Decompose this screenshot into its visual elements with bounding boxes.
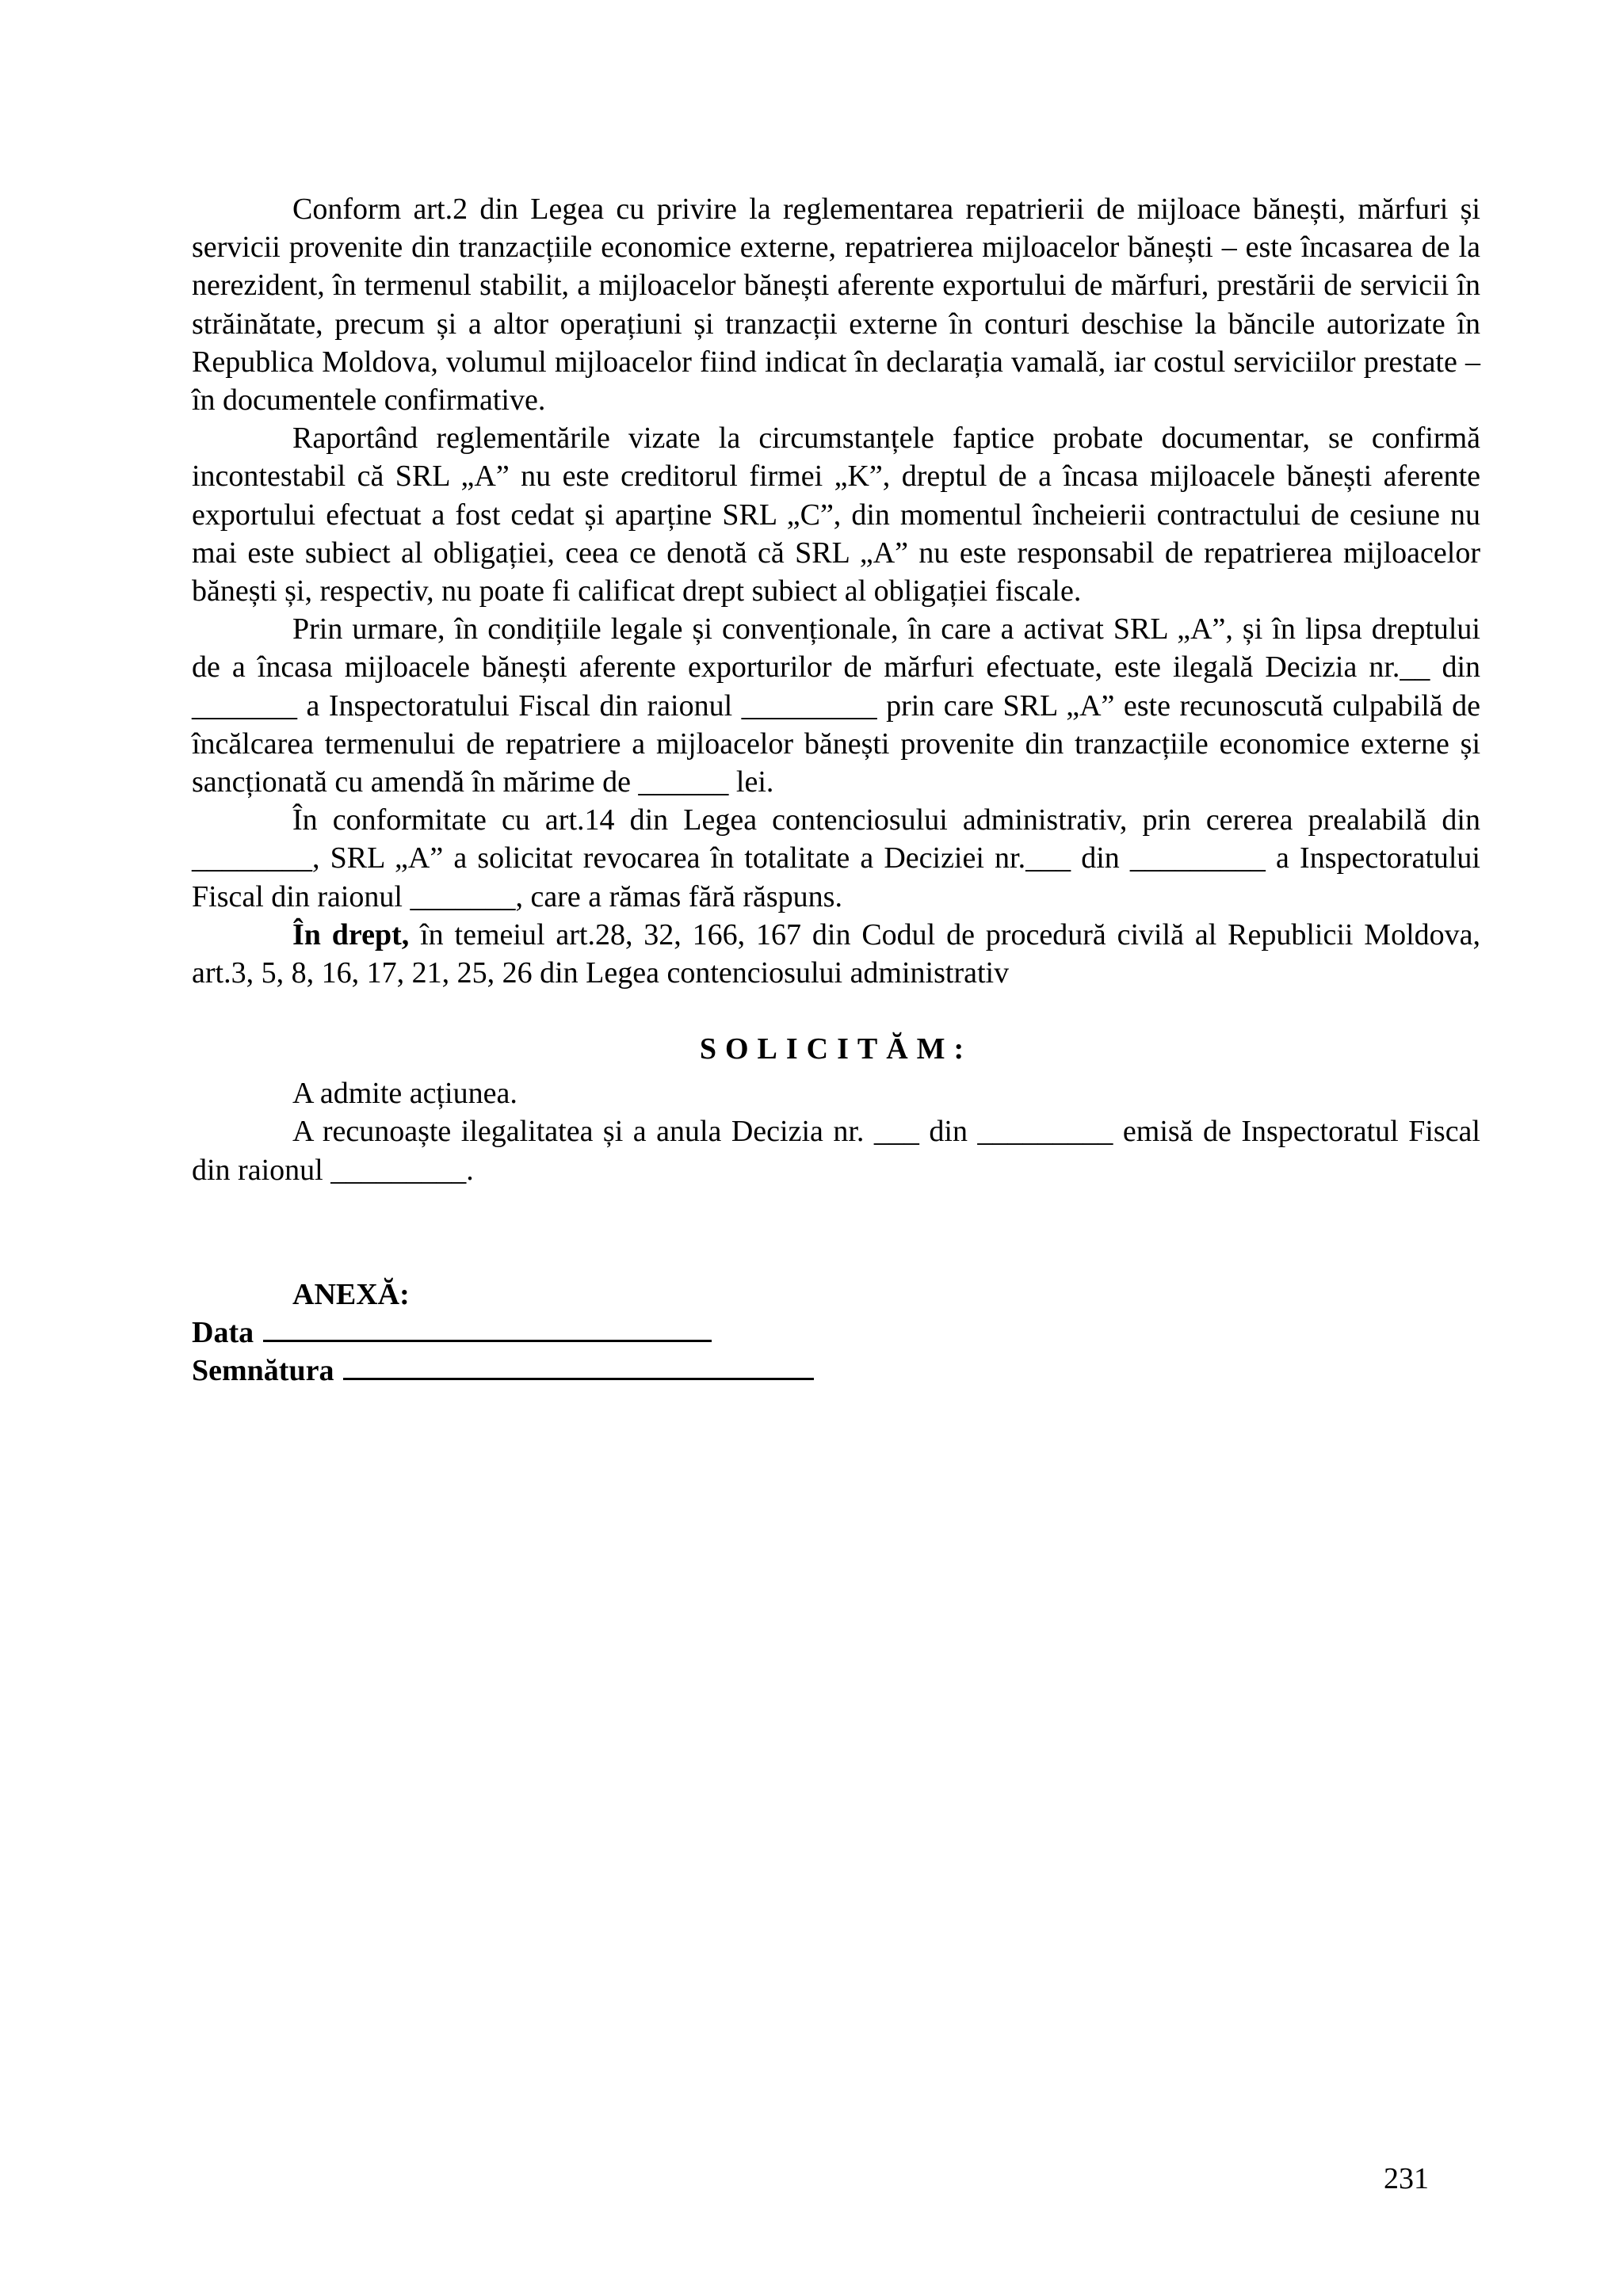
request-item-admit: A admite acțiunea. [292,1077,517,1111]
request-heading: SOLICITĂM: [699,1032,973,1066]
request-item-annul: A recunoaște ilegalitatea și a anula Decizia nr. ___ din _________ emisă de Inspectoratul Fiscal din raionul _________. [192,1115,1480,1187]
paragraph-circumstances: Raportând reglementările vizate la circumstanțele faptice probate documentar, se confirmă incontestabil că SRL „A” nu este creditorul firmei „K”, dreptul de a încasa mijloacele bănești aferente exportului efectuat a fost cedat și aparține SRL „C”, din momentul încheierii contractului de cesiune nu mai este subiect al obligației, ceea ce denotă că SRL „A” nu este responsabil de repatrierea mijloacelor bănești și, respectiv, nu poate fi calificat drept subiect al obligației fiscale. [192,421,1480,608]
date-label: Data [192,1316,254,1349]
signature-label: Semnătura [192,1354,334,1387]
date-line [263,1314,712,1342]
paragraph-repatriation-definition: Conform art.2 din Legea cu privire la reglementarea repatrierii de mijloace bănești, mărfuri și servicii provenite din tranzacțiile economice externe, repatrierea mijloacelor bănești – este încasarea de la nerezident, în termenul stabilit, a mijloacelor bănești aferente exportului de mărfuri, prestării de servicii în străinătate, precum și a altor operațiuni și tranzacții externe în conturi deschise la băncile autorizate în Republica Moldova, volumul mijloacelor fiind indicat în declarația vamală, iar costul serviciilor prestate – în documentele confirmative. [192,193,1480,418]
signature-row [192,1352,814,1390]
page-number: 231 [1384,2162,1429,2195]
paragraph-legal-basis [192,916,1480,992]
signature-line [343,1352,814,1380]
paragraph-prior-request: În conformitate cu art.14 din Legea contenciosului administrativ, prin cererea prealabilă din ________, SRL „A” a solicitat revocarea în totalitate a Deciziei nr.___ din _________ a Inspectoratului Fiscal din raionul _______, care a rămas fără răspuns. [192,803,1480,913]
paragraph-illegality: Prin urmare, în condițiile legale și convenționale, în care a activat SRL „A”, și în lipsa dreptului de a încasa mijloacele bănești aferente exporturilor de mărfuri efectuate, este ilegală Decizia nr.__ din _______ a Inspectoratului Fiscal din raionul _________ prin care SRL „A” este recunoscută culpabilă de încălcarea termenului de repatriere a mijloacelor bănești provenite din tranzacțiile economice externe și sancționată cu amendă în mărime de ______ lei. [192,612,1480,799]
document-body [192,190,1480,1189]
date-row [192,1314,814,1352]
annex-title: ANEXĂ: [292,1278,410,1311]
legal-basis-label: În drept, [292,917,410,952]
legal-basis-text: în temeiul art.28, 32, 166, 167 din Codul de procedură civilă al Republicii Moldova, art.3, 5, 8, 16, 17, 21, 25, 26 din Legea contenciosului administrativ [192,917,1481,990]
annex-block [192,1276,814,1390]
